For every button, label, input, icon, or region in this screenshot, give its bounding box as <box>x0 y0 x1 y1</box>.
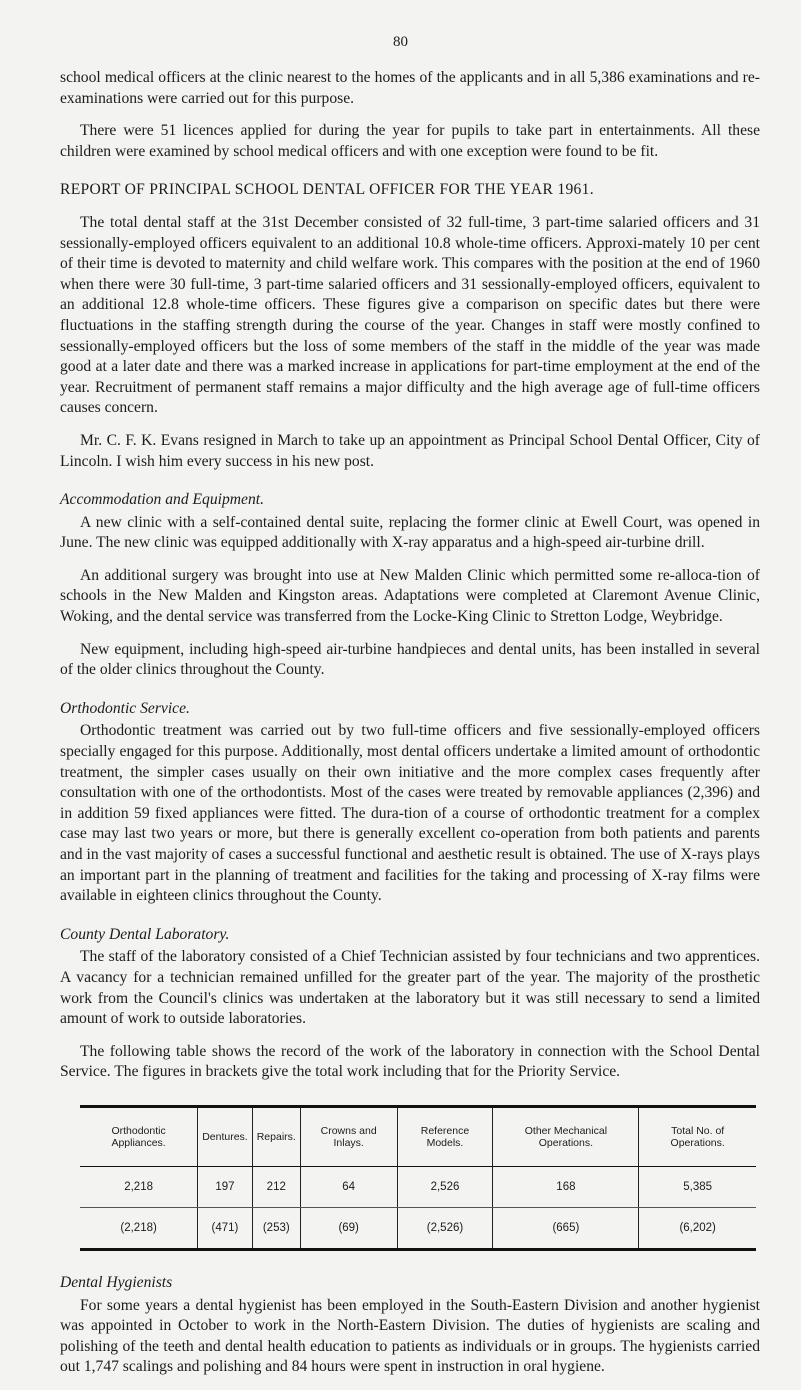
table-row <box>80 1166 756 1207</box>
laboratory-work-table <box>80 1105 756 1251</box>
table-cell: 212 <box>252 1166 300 1207</box>
table-cell: (69) <box>300 1207 397 1249</box>
table-cell: (2,218) <box>120 1221 157 1234</box>
table-cell: 64 <box>300 1166 397 1207</box>
staff-paragraph: The total dental staff at the 31st December consisted of 32 full-time, 3 part-time salaried officers and 31 sessionally-employed officers equivalent to an additional 10.8 whole-time officers. Approxi-mately 10 per cent of their time is devoted to maternity and child welfare work. This compares with the position at the end of 1960 when there were 30 full-time, 3 part-time salaried officers and 31 sessionally-employed officers, equivalent to an additional 12.8 whole-time officers. These figures give a comparison on specific dates but there were fluctuations in the staffing strength during the course of the year. Changes in staff were mostly confined to sessionally-employed officers but the loss of some members of the staff in the middle of the year was made good at a later date and there was a marked increase in applications for part-time employment at the end of the year. Recruitment of permanent staff remains a major difficulty and the high average age of full-time officers causes concern. <box>60 213 760 417</box>
intro-paragraph-1: school medical officers at the clinic nearest to the homes of the applicants and in all 5,386 examinations and re-examinations were carried out for this purpose. <box>60 69 760 107</box>
accommodation-heading: Accommodation and Equipment. <box>60 491 264 509</box>
orthodontic-heading: Orthodontic Service. <box>60 699 190 717</box>
table-cell: (6,202) <box>639 1207 756 1249</box>
document-body <box>60 68 760 1390</box>
table-cell: (471) <box>198 1207 253 1249</box>
table-cell: 197 <box>198 1166 253 1207</box>
table-cell: (665) <box>493 1207 639 1249</box>
table-header-row <box>80 1106 756 1166</box>
table-header: Repairs. <box>252 1106 300 1166</box>
laboratory-paragraph-1: The staff of the laboratory consisted of a Chief Technician assisted by four technicians and two apprentices. A vacancy for a technician remained unfilled for the greater part of the year. The majority of the prosthetic work from the Council's clinics was undertaken at the laboratory but it was still necessary to send a limited amount of work to outside laboratories. <box>60 948 760 1028</box>
resignation-paragraph: Mr. C. F. K. Evans resigned in March to take up an appointment as Principal School Dental Officer, City of Lincoln. I wish him every success in his new post. <box>60 431 760 470</box>
table-header: Dentures. <box>198 1106 253 1166</box>
table-header: Reference Models. <box>397 1106 493 1166</box>
hygienists-heading: Dental Hygienists <box>60 1273 173 1291</box>
intro-paragraph-2: There were 51 licences applied for during the year for pupils to take part in entertainments. All these children were examined by school medical officers and with one exception were found to be fit. <box>60 122 760 160</box>
table-cell: 5,385 <box>639 1166 756 1207</box>
table-header: Crowns and Inlays. <box>300 1106 397 1166</box>
table-cell: 2,218 <box>80 1166 198 1207</box>
laboratory-heading: County Dental Laboratory. <box>60 925 230 943</box>
accommodation-paragraph-3: New equipment, including high-speed air-turbine handpieces and dental units, has been installed in several of the older clinics throughout the County. <box>60 640 760 679</box>
report-heading: REPORT OF PRINCIPAL SCHOOL DENTAL OFFICER FOR THE YEAR 1961. <box>60 181 594 199</box>
accommodation-paragraph-2: An additional surgery was brought into use at New Malden Clinic which permitted some re-alloca-tion of schools in the New Malden and Kingston areas. Adaptations were completed at Claremont Avenue Clinic, Woking, and the dental service was transferred from the Locke-King Clinic to Stretton Lodge, Weybridge. <box>60 566 760 626</box>
table-header: Other Mechanical Operations. <box>493 1106 639 1166</box>
table-cell: 168 <box>493 1166 639 1207</box>
table-cell: (253) <box>252 1207 300 1249</box>
table-cell: (2,526) <box>397 1207 493 1249</box>
hygienists-paragraph: For some years a dental hygienist has been employed in the South-Eastern Division and another hygienist was appointed in October to work in the North-Eastern Division. The duties of hygienists are scaling and polishing of the teeth and dental health education to patients as individuals or in groups. The hygienists carried out 1,747 scalings and polishing and 84 hours were spent in instruction in oral hygiene. <box>60 1296 760 1376</box>
orthodontic-paragraph: Orthodontic treatment was carried out by two full-time officers and five sessionally-employed officers specially engaged for this purpose. Additionally, most dental officers undertake a limited amount of orthodontic treatment, the simpler cases usually on their own initiative and the more complex cases frequently after consultation with one of the orthodontists. Most of the cases were treated by removable appliances (2,396) and in addition 59 fixed appliances were fitted. The dura-tion of a course of orthodontic treatment for a complex case may last two years or more, but there is generally excellent co-operation from both patients and parents and in the vast majority of cases a successful functional and aesthetic result is obtained. The use of X-rays plays an important part in the planning of treatment and facilities for the taking and processing of X-ray films were available in eighteen clinics throughout the County. <box>60 722 760 905</box>
laboratory-paragraph-2: The following table shows the record of the work of the laboratory in connection with the School Dental Service. The figures in brackets give the total work including that for the Priority Service. <box>60 1042 760 1081</box>
accommodation-paragraph-1: A new clinic with a self-contained dental suite, replacing the former clinic at Ewell Court, was opened in June. The new clinic was equipped additionally with X-ray apparatus and a high-speed air-turbine drill. <box>60 513 760 552</box>
table-row <box>80 1207 756 1249</box>
page-number: 80 <box>393 34 408 50</box>
table-cell: 2,526 <box>397 1166 493 1207</box>
table-header: Orthodontic Appliances. <box>80 1106 198 1166</box>
table-header: Total No. of Operations. <box>639 1106 756 1166</box>
